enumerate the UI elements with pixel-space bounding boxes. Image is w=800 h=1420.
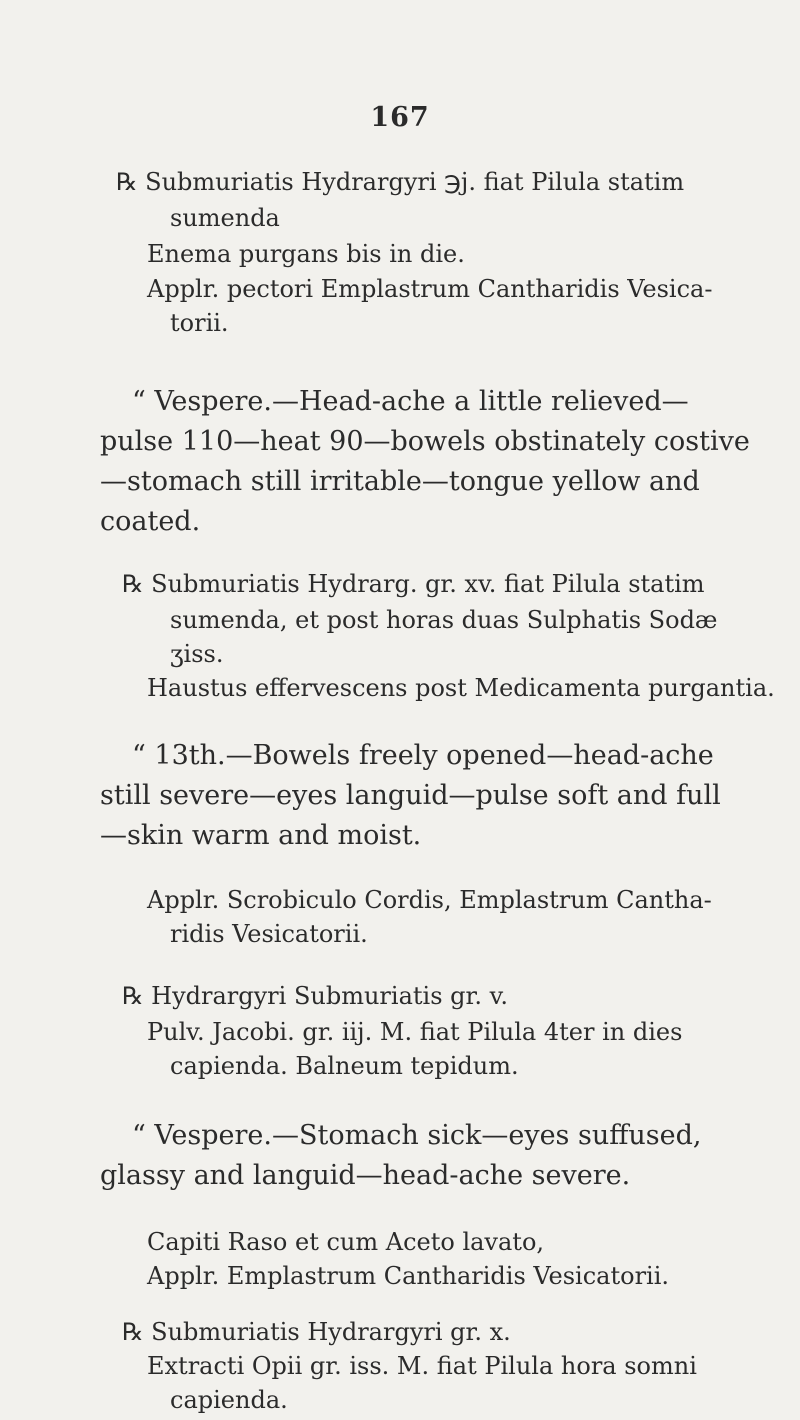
text-line: ℞ Hydrargyri Submuriatis gr. v. [122,982,508,1010]
text-line: Pulv. Jacobi. gr. iij. M. fiat Pilula 4ter in dies [147,1018,683,1046]
text-line: —stomach still irritable—tongue yellow and [100,466,700,497]
text-line: Extracti Opii gr. iss. M. fiat Pilula hora somni [147,1352,697,1380]
text-line: Haustus effervescens post Medicamenta purgantia. [147,674,775,702]
page-number: 167 [370,102,430,133]
text-line: Enema purgans bis in die. [147,240,465,268]
text-line: ridis Vesicatorii. [170,920,368,948]
text-line: glassy and languid—head-ache severe. [100,1160,631,1191]
text-line: Applr. Emplastrum Cantharidis Vesicatorii. [147,1262,670,1290]
text-line: Applr. Scrobiculo Cordis, Emplastrum Cantha- [147,886,712,914]
text-line: “ 13th.—Bowels freely opened—head-ache [132,740,714,771]
text-line: still severe—eyes languid—pulse soft and full [100,780,721,811]
text-line: coated. [100,506,201,537]
text-line: —skin warm and moist. [100,820,422,851]
text-line: ℞ Submuriatis Hydrarg. gr. xv. fiat Pilula statim [122,570,705,598]
text-line: Capiti Raso et cum Aceto lavato, [147,1228,545,1256]
text-line: Applr. pectori Emplastrum Cantharidis Vesica- [147,275,713,303]
text-line: ʒiss. [170,640,224,668]
text-line: “ Vespere.—Stomach sick—eyes suffused, [132,1120,702,1151]
text-line: “ Vespere.—Head-ache a little relieved— [132,386,689,417]
text-line: sumenda, et post horas duas Sulphatis Sodæ [170,606,718,634]
text-line: ℞ Submuriatis Hydrargyri gr. x. [122,1318,511,1346]
text-line: capienda. Balneum tepidum. [170,1052,519,1080]
text-line: ℞ Submuriatis Hydrargyri ℈j. fiat Pilula statim [116,168,685,196]
text-line: torii. [170,309,229,337]
text-line: pulse 110—heat 90—bowels obstinately costive [100,426,750,457]
text-line: capienda. [170,1386,288,1414]
text-line: sumenda [170,204,280,232]
